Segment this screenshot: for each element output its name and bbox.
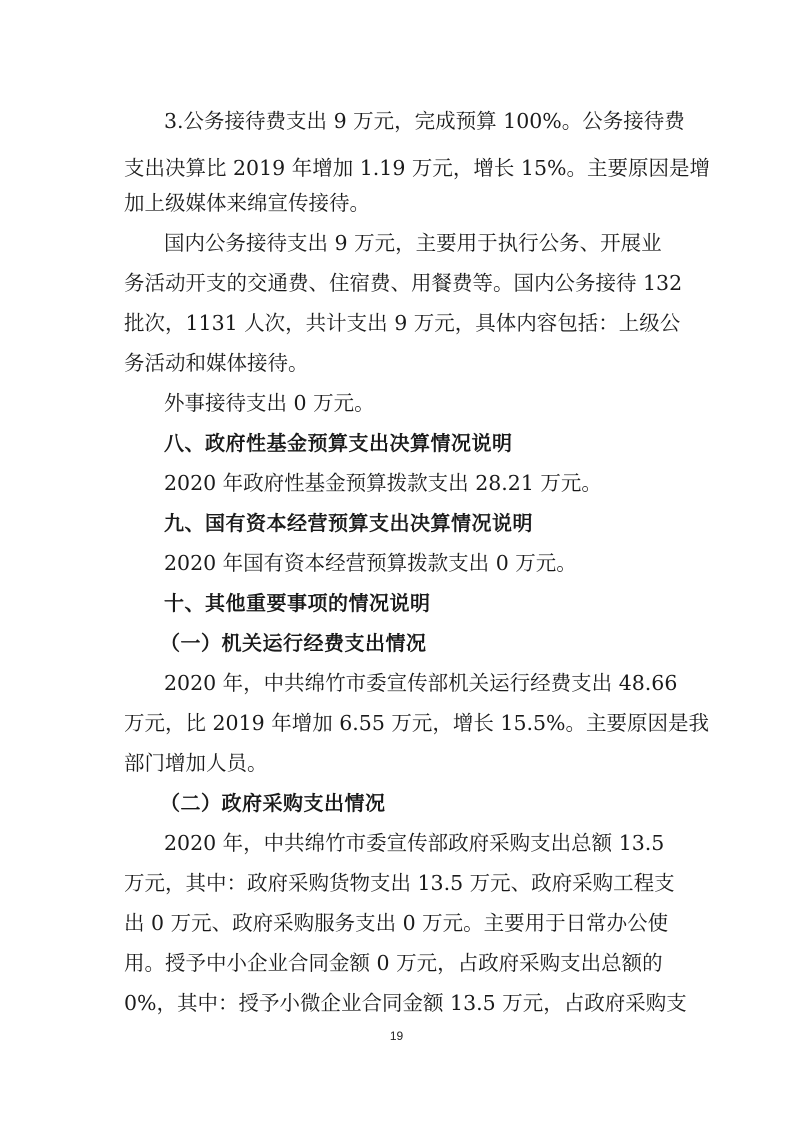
paragraph-line: 3.公务接待费支出 9 万元，完成预算 100%。公务接待费	[164, 109, 685, 133]
paragraph-line: 务活动和媒体接待。	[124, 351, 309, 375]
paragraph-line: 2020 年政府性基金预算拨款支出 28.21 万元。	[164, 471, 602, 495]
paragraph-line: 支出决算比 2019 年增加 1.19 万元，增长 15%。主要原因是增	[124, 156, 710, 180]
subsection-heading: （二）政府采购支出情况	[160, 791, 386, 815]
paragraph-line: 国内公务接待支出 9 万元，主要用于执行公务、开展业	[164, 231, 662, 255]
paragraph-line: 2020 年，中共绵竹市委宣传部机关运行经费支出 48.66	[164, 671, 678, 695]
paragraph-line: 出 0 万元、政府采购服务支出 0 万元。主要用于日常办公使	[124, 911, 669, 935]
section-heading: 十、其他重要事项的情况说明	[164, 591, 431, 615]
paragraph-line: 2020 年，中共绵竹市委宣传部政府采购支出总额 13.5	[164, 831, 665, 855]
paragraph-line: 外事接待支出 0 万元。	[164, 391, 375, 415]
paragraph-line: 用。授予中小企业合同金额 0 万元，占政府采购支出总额的	[124, 951, 663, 975]
paragraph-line: 务活动开支的交通费、住宿费、用餐费等。国内公务接待 132	[124, 271, 683, 295]
section-heading: 八、政府性基金预算支出决算情况说明	[164, 431, 513, 455]
section-heading: 九、国有资本经营预算支出决算情况说明	[164, 511, 533, 535]
paragraph-line: 部门增加人员。	[124, 751, 268, 775]
paragraph-line: 万元，比 2019 年增加 6.55 万元，增长 15.5%。主要原因是我	[124, 711, 710, 735]
paragraph-line: 0%，其中：授予小微企业合同金额 13.5 万元，占政府采购支	[124, 991, 687, 1015]
paragraph-line: 万元，其中：政府采购货物支出 13.5 万元、政府采购工程支	[124, 871, 675, 895]
paragraph-line: 批次，1131 人次，共计支出 9 万元，具体内容包括：上级公	[124, 311, 681, 335]
paragraph-line: 加上级媒体来绵宣传接待。	[124, 191, 370, 215]
paragraph-line: 2020 年国有资本经营预算拨款支出 0 万元。	[164, 551, 577, 575]
subsection-heading: （一）机关运行经费支出情况	[160, 631, 427, 655]
page-number: 19	[389, 1029, 404, 1043]
